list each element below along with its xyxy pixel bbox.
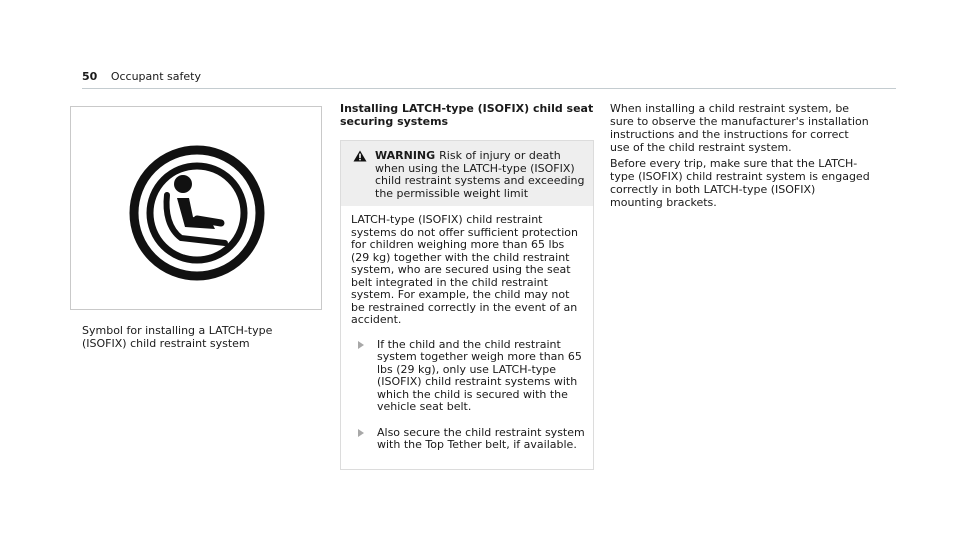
list-item (351, 427, 585, 452)
paragraph: Before every trip, make sure that the LATCH-type (ISOFIX) child restraint system is engaged correctly in both LATCH-type (ISOFIX) mounting brackets. (610, 157, 870, 209)
page-number: 50 (82, 70, 98, 83)
section-name: Occupant safety (110, 70, 201, 83)
right-column (610, 102, 870, 212)
arrow-right-icon (358, 341, 364, 349)
section-title: Installing LATCH-type (ISOFIX) child seat securing systems (340, 102, 594, 128)
header-divider (82, 88, 896, 89)
warning-box (340, 140, 594, 470)
list-item (351, 339, 585, 414)
warning-label: WARNING (375, 149, 436, 162)
warning-text: LATCH-type (ISOFIX) child restraint systems do not offer sufficient protection for children weighing more than 65 lbs (29 kg) together with the child restraint system, who are secured using the seat belt integrated in the child restraint system. For example, the child may not be restrained correctly in the event of an accident. (351, 213, 578, 326)
page-header (82, 70, 201, 83)
warning-triangle-icon (353, 150, 367, 162)
bullet-text: Also secure the child restraint system with the Top Tether belt, if available. (377, 425, 585, 451)
section-column (340, 102, 594, 470)
bullet-text: If the child and the child restraint system together weigh more than 65 lbs (29 kg), only use LATCH-type (ISOFIX) child restraint systems with which the child is secured with the vehicle seat belt. (377, 337, 582, 413)
arrow-right-icon (358, 429, 364, 437)
figure-caption: Symbol for installing a LATCH-type (ISOFIX) child restraint system (82, 324, 273, 350)
warning-body (341, 206, 593, 469)
isofix-child-seat-icon (127, 143, 267, 283)
figure-frame (70, 106, 322, 310)
paragraph: When installing a child restraint system, be sure to observe the manufacturer's installation instructions and the instructions for correct use of the child restraint system. (610, 102, 869, 154)
warning-header (341, 141, 593, 206)
warning-headline: Risk of injury or death when using the LATCH-type (ISOFIX) child restraint systems and exceeding the permissible weight limit (375, 149, 585, 200)
